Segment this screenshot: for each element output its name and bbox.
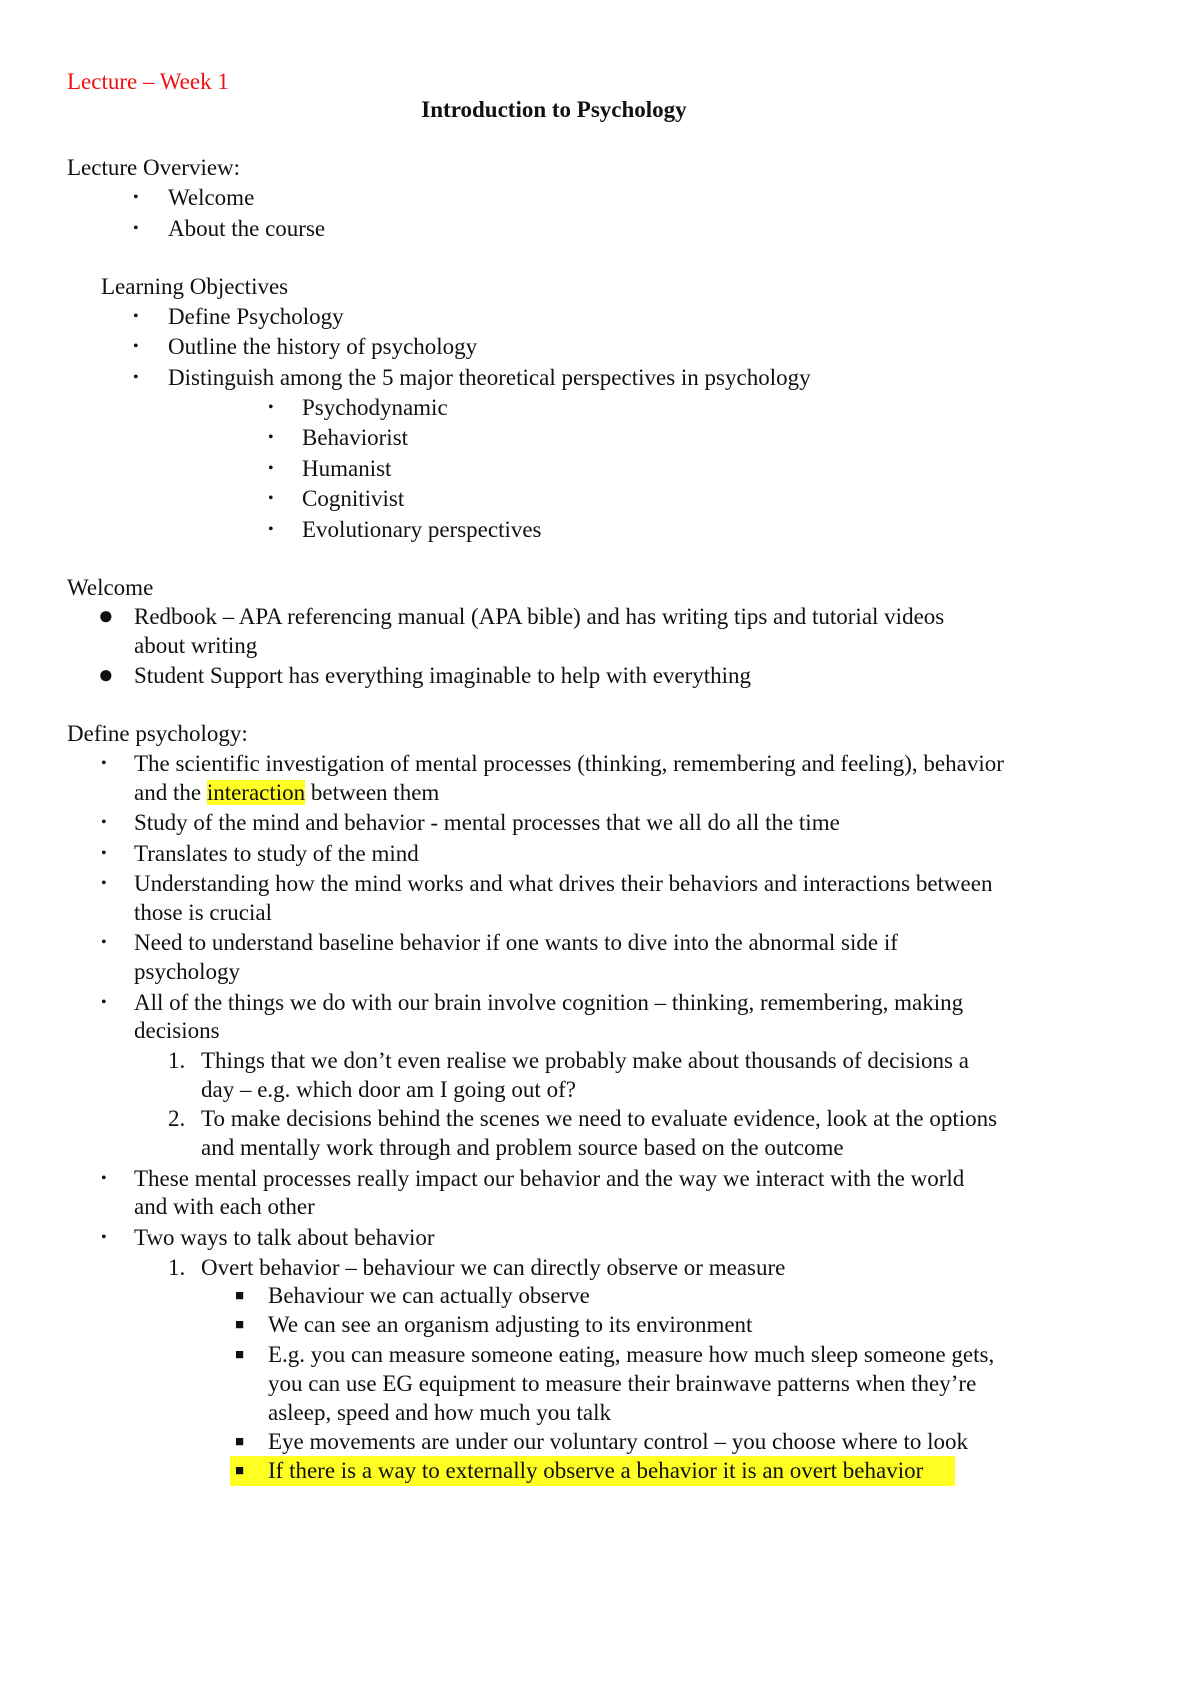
overt-point: Eye movements are under our voluntary control – you choose where to look [268, 1429, 969, 1454]
bullet-icon: • [101, 1170, 107, 1187]
define-item-continued [134, 778, 439, 808]
bullet-icon: • [101, 845, 107, 862]
bullet-icon: • [133, 369, 139, 386]
overview-item: About the course [168, 216, 326, 241]
numbered-item: To make decisions behind the scenes we need to evaluate evidence, look at the options [201, 1106, 998, 1131]
overt-point-continued: asleep, speed and how much you talk [268, 1400, 611, 1425]
perspective-item: Psychodynamic [302, 395, 448, 420]
objectives-heading: Learning Objectives [101, 274, 289, 299]
bullet-icon: • [268, 460, 274, 477]
numbered-item: Things that we don’t even realise we probably make about thousands of decisions a [201, 1048, 969, 1073]
define-item-continued: and with each other [134, 1194, 315, 1219]
overview-item: Welcome [168, 185, 255, 210]
overt-point-continued: you can use EG equipment to measure their brainwave patterns when they’re [268, 1371, 977, 1396]
define-item: Study of the mind and behavior - mental processes that we all do all the time [134, 810, 840, 835]
square-bullet-icon: ■ [235, 1434, 245, 1450]
bullet-icon: • [268, 521, 274, 538]
define-item: All of the things we do with our brain involve cognition – thinking, remembering, making [134, 990, 964, 1015]
square-bullet-icon: ■ [235, 1347, 245, 1363]
bullet-icon: • [268, 429, 274, 446]
define-item: Need to understand baseline behavior if one wants to dive into the abnormal side if [134, 930, 898, 955]
define-item-continued: those is crucial [134, 900, 272, 925]
plain-text: and the [134, 780, 207, 805]
overt-point: Behaviour we can actually observe [268, 1283, 590, 1308]
define-item: The scientific investigation of mental processes (thinking, remembering and feeling), behavior [134, 751, 1004, 776]
overt-point: E.g. you can measure someone eating, measure how much sleep someone gets, [268, 1342, 995, 1367]
list-number: 1. [168, 1048, 186, 1073]
objective-item: Distinguish among the 5 major theoretical perspectives in psychology [168, 365, 811, 390]
bullet-icon: • [101, 875, 107, 892]
bullet-icon: • [133, 308, 139, 325]
perspective-item: Behaviorist [302, 425, 409, 450]
define-item: Two ways to talk about behavior [134, 1225, 435, 1250]
bullet-icon: ● [98, 660, 114, 689]
bullet-icon: • [101, 755, 107, 772]
define-item: Understanding how the mind works and what drives their behaviors and interactions between [134, 871, 993, 896]
highlighted-word: interaction [206, 780, 306, 805]
numbered-item-continued: and mentally work through and problem source based on the outcome [201, 1135, 844, 1160]
define-item: These mental processes really impact our behavior and the way we interact with the world [134, 1166, 965, 1191]
numbered-item-continued: day – e.g. which door am I going out of? [201, 1077, 576, 1102]
bullet-icon: ● [98, 601, 114, 630]
bullet-icon: • [133, 338, 139, 355]
define-item-continued: psychology [134, 959, 241, 984]
bullet-icon: • [268, 399, 274, 416]
welcome-item: Student Support has everything imaginable to help with everything [134, 663, 752, 688]
bullet-icon: • [133, 220, 139, 237]
bullet-icon: • [101, 1229, 107, 1246]
define-heading: Define psychology: [67, 721, 248, 746]
welcome-item-continued: about writing [134, 633, 258, 658]
perspective-item: Cognitivist [302, 486, 405, 511]
define-item: Translates to study of the mind [134, 841, 419, 866]
welcome-heading: Welcome [67, 575, 154, 600]
overt-point: We can see an organism adjusting to its environment [268, 1312, 753, 1337]
numbered-item: Overt behavior – behaviour we can directly observe or measure [201, 1255, 786, 1280]
perspective-item: Evolutionary perspectives [302, 517, 542, 542]
bullet-icon: • [101, 814, 107, 831]
plain-text: between them [305, 780, 440, 805]
bullet-icon: • [101, 994, 107, 1011]
list-number: 1. [168, 1255, 186, 1280]
page-title: Introduction to Psychology [421, 97, 687, 122]
welcome-item: Redbook – APA referencing manual (APA bible) and has writing tips and tutorial videos [134, 604, 945, 629]
bullet-icon: • [101, 934, 107, 951]
perspective-item: Humanist [302, 456, 392, 481]
square-bullet-icon: ■ [235, 1317, 245, 1333]
bullet-icon: • [133, 189, 139, 206]
list-number: 2. [168, 1106, 186, 1131]
overview-heading: Lecture Overview: [67, 155, 241, 180]
objective-item: Outline the history of psychology [168, 334, 478, 359]
objective-item: Define Psychology [168, 304, 344, 329]
square-bullet-icon: ■ [235, 1463, 245, 1479]
square-bullet-icon: ■ [235, 1288, 245, 1304]
highlighted-overt-point: If there is a way to externally observe a behavior it is an overt behavior [268, 1458, 924, 1483]
define-item-continued: decisions [134, 1018, 220, 1043]
lecture-week-label: Lecture – Week 1 [67, 69, 229, 94]
bullet-icon: • [268, 490, 274, 507]
